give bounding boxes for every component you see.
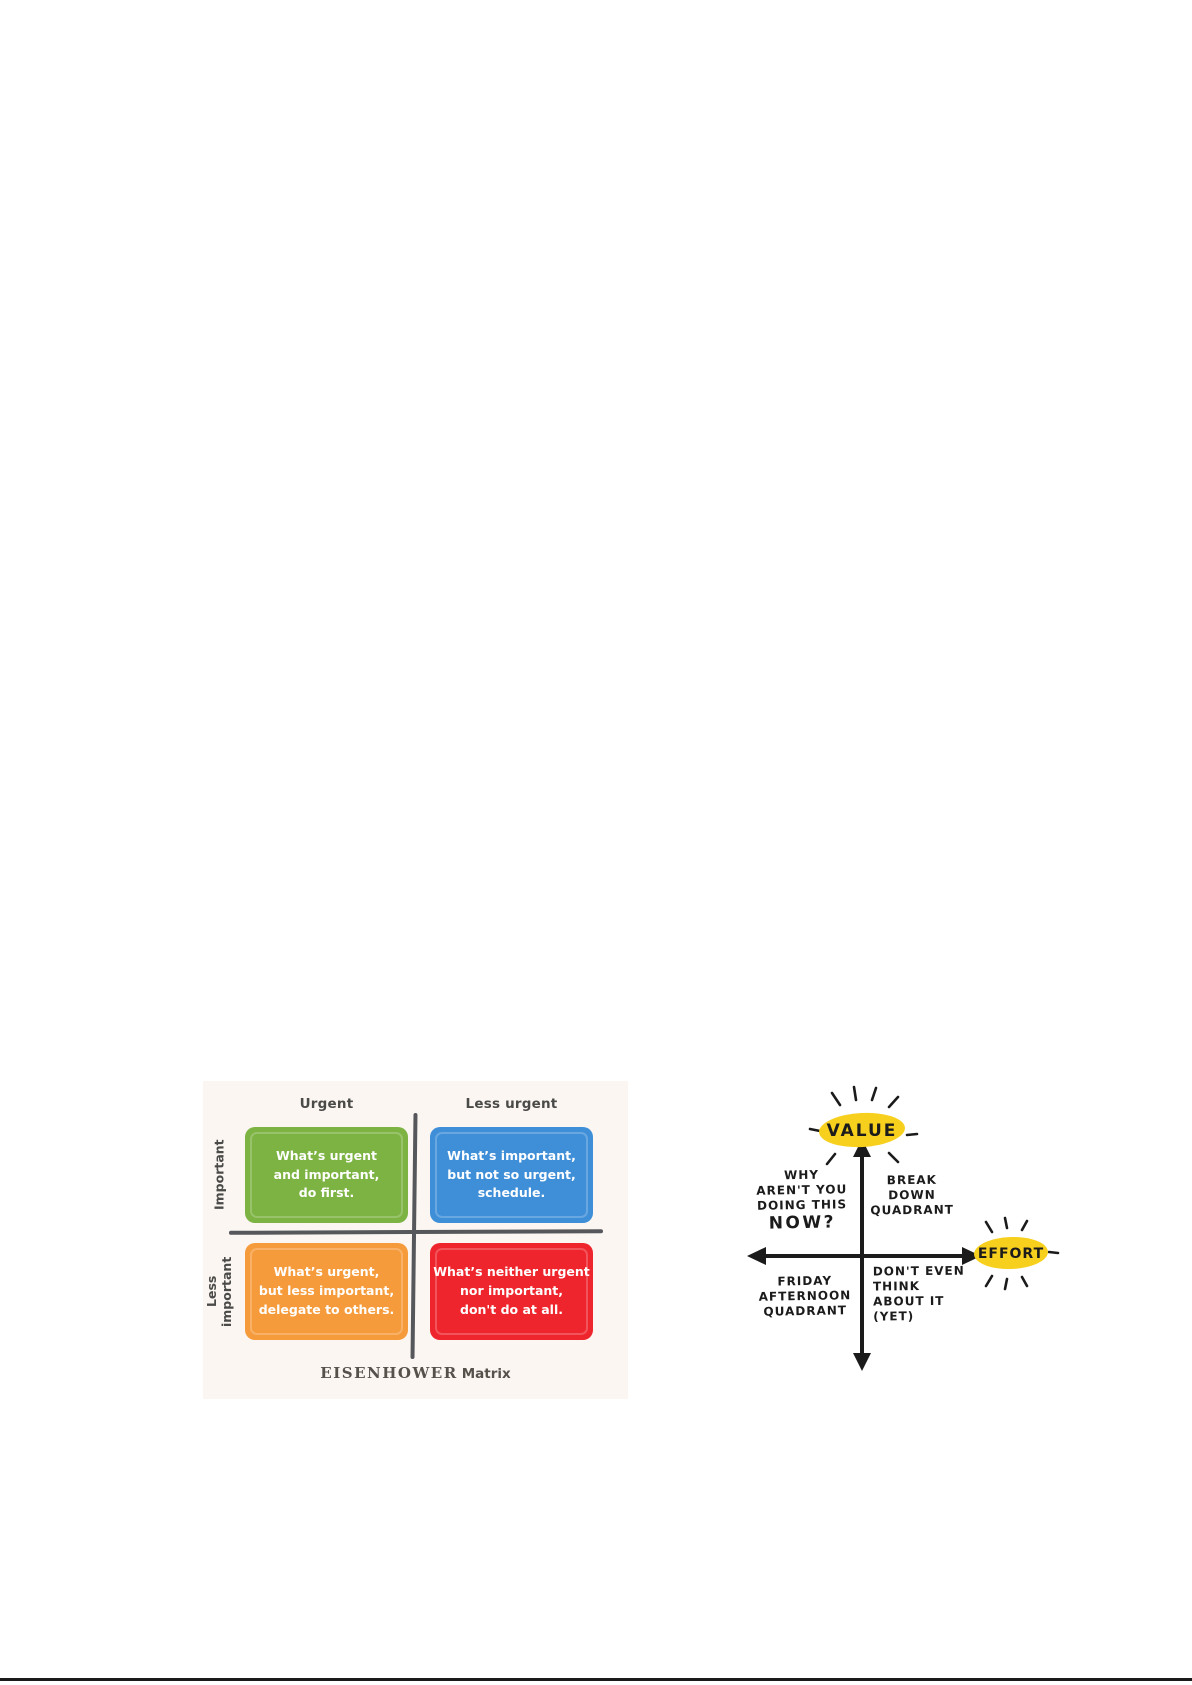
- note-line: AFTERNOON: [758, 1288, 852, 1304]
- page-bottom-rule: [0, 1678, 1192, 1681]
- caption-eisenhower: EISENHOWER: [320, 1364, 458, 1382]
- quadrant-text-line: What’s neither urgent: [433, 1264, 590, 1280]
- matrix-vertical-axis: [410, 1113, 417, 1359]
- quadrant-note-bottom-right: [873, 1263, 989, 1324]
- quadrant-text-line: What’s urgent: [275, 1147, 377, 1163]
- note-line: BREAK: [886, 1172, 938, 1188]
- note-line: DOING THIS: [756, 1197, 848, 1213]
- note-line: ABOUT IT: [873, 1293, 945, 1309]
- eisenhower-matrix-diagram: [203, 1081, 628, 1399]
- note-line: AREN'T YOU: [756, 1182, 848, 1198]
- quadrant-delegate: [245, 1243, 408, 1340]
- quadrant-text-line: nor important,: [459, 1283, 564, 1299]
- diagram-caption: [203, 1363, 628, 1382]
- quadrant-schedule: [430, 1127, 593, 1223]
- quadrant-text-line: schedule.: [477, 1185, 546, 1201]
- row-label-less-important: Less important: [204, 1256, 234, 1327]
- note-line: FRIDAY: [777, 1273, 833, 1289]
- note-line: NOW?: [768, 1212, 837, 1234]
- note-line: DON'T EVEN: [872, 1263, 965, 1279]
- quadrant-text-line: What’s urgent,: [273, 1264, 380, 1280]
- quadrant-text-line: do first.: [298, 1185, 355, 1201]
- quadrant-text-line: What’s important,: [447, 1147, 576, 1163]
- quadrant-do-first: [245, 1127, 408, 1223]
- row-label-important: Important: [211, 1139, 227, 1211]
- column-header-less-urgent: Less urgent: [465, 1096, 558, 1112]
- arrow-down-icon: [853, 1353, 871, 1371]
- quadrant-text-line: but not so urgent,: [447, 1166, 576, 1182]
- note-line: QUADRANT: [763, 1303, 848, 1319]
- column-header-urgent: Urgent: [299, 1096, 354, 1112]
- value-axis-label: VALUE: [826, 1121, 898, 1141]
- matrix-horizontal-axis: [229, 1229, 603, 1235]
- quadrant-text-line: don't do at all.: [460, 1301, 563, 1317]
- effort-axis-label: EFFORT: [977, 1246, 1045, 1262]
- quadrant-dont-do: [430, 1243, 593, 1340]
- note-line: QUADRANT: [870, 1202, 954, 1218]
- quadrant-text-line: delegate to others.: [258, 1301, 395, 1317]
- quadrant-note-top-left: [741, 1167, 862, 1234]
- quadrant-text-line: and important,: [273, 1166, 380, 1182]
- quadrant-note-bottom-left: [750, 1273, 861, 1320]
- value-effort-diagram: [680, 1035, 1060, 1380]
- quadrant-text-line: but less important,: [258, 1283, 395, 1299]
- caption-matrix: Matrix: [461, 1366, 511, 1382]
- note-line: WHY: [783, 1167, 820, 1183]
- quadrant-note-top-right: [866, 1173, 958, 1219]
- note-line: THINK: [872, 1279, 921, 1294]
- note-line: (YET): [873, 1309, 915, 1324]
- note-line: DOWN: [888, 1187, 936, 1203]
- arrow-left-icon: [747, 1247, 766, 1265]
